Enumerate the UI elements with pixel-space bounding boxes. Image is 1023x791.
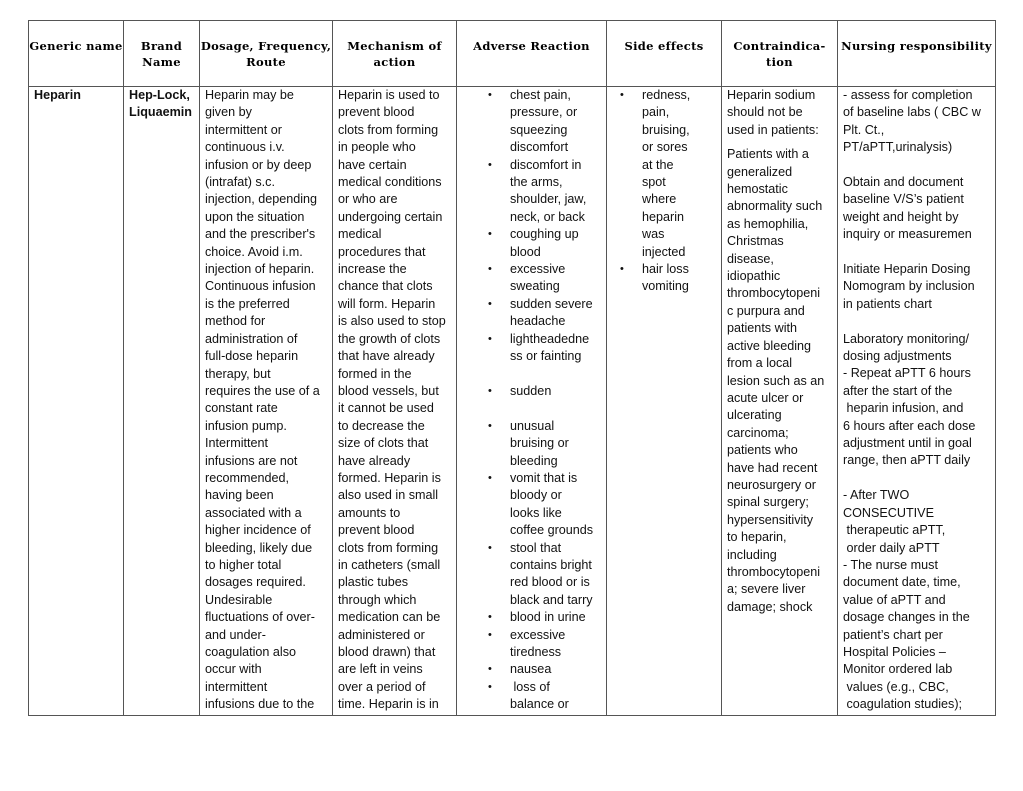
- adverse-reaction-item: [462, 609, 603, 626]
- drug-table: [28, 20, 996, 716]
- contraindication-line: to heparin,: [727, 530, 787, 545]
- dosage-line: having been: [205, 488, 274, 503]
- contraindication-line: patients who: [727, 443, 798, 458]
- mechanism-line: size of clots that: [338, 436, 429, 451]
- adverse-reaction-item-text: nausea: [510, 662, 552, 677]
- mechanism-line: plastic tubes: [338, 575, 409, 590]
- mechanism-line: clots from forming: [338, 122, 439, 137]
- mechanism-line: through which: [338, 592, 417, 607]
- mechanism-line: administered or: [338, 627, 425, 642]
- contraindication-line: hypersensitivity: [727, 512, 814, 527]
- side-effect-item-text: vomiting: [642, 279, 689, 294]
- mechanism-line: will form. Heparin: [338, 296, 436, 311]
- mechanism-line: prevent blood: [338, 523, 415, 538]
- adverse-reaction-item: [462, 331, 603, 366]
- bullet-icon: •: [488, 89, 492, 101]
- list-spacer: [462, 366, 603, 383]
- side-effect-item-text: where: [642, 192, 677, 207]
- mechanism-line: the growth of clots: [338, 331, 441, 346]
- side-effect-item-text: or sores: [642, 140, 688, 155]
- adverse-reaction-item: [462, 226, 603, 261]
- dosage-line: method for: [205, 314, 266, 329]
- contraindication-line: a; severe liver: [727, 582, 806, 597]
- nursing-line: order daily aPTT: [843, 540, 940, 555]
- dosage-line: Intermittent: [205, 436, 268, 451]
- nursing-line: Nomogram by inclusion: [843, 279, 975, 294]
- mechanism-line: medical: [338, 227, 382, 242]
- dosage-line: Undesirable: [205, 592, 273, 607]
- dosage-line: and the prescriber's: [205, 227, 316, 242]
- nursing-line: CONSECUTIVE: [843, 505, 934, 520]
- adverse-reaction-item: [462, 470, 603, 540]
- mechanism-line: medical conditions: [338, 175, 442, 190]
- dosage-line: infusions due to the: [205, 697, 315, 712]
- nursing-line: [843, 244, 992, 261]
- brand-name-line: Hep-Lock,: [129, 88, 190, 102]
- dosage-line: to higher total: [205, 557, 282, 572]
- adverse-reaction-item-text: neck, or back: [510, 209, 585, 224]
- mechanism-line: have certain: [338, 157, 407, 172]
- mechanism-line: prevent blood: [338, 105, 415, 120]
- contraindication-line: acute ulcer or: [727, 390, 804, 405]
- list-spacer: [462, 400, 603, 417]
- nursing-responsibility-cell: [838, 87, 996, 716]
- header-contraindication: Contraindica-tion: [722, 21, 838, 87]
- contraindication-line: spinal surgery;: [727, 495, 809, 510]
- adverse-reaction-item-text: headache: [510, 314, 566, 329]
- dosage-line: is the preferred: [205, 296, 290, 311]
- bullet-icon: •: [488, 297, 492, 310]
- adverse-reaction-item-text: excessive: [510, 262, 566, 277]
- dosage-line: (intrafat) s.c.: [205, 175, 275, 190]
- nursing-line: value of aPTT and: [843, 592, 946, 607]
- contraindication-line: used in patients:: [727, 122, 819, 137]
- side-effects-cell: [607, 87, 722, 716]
- contraindication-cell: [722, 87, 838, 716]
- nursing-line: of baseline labs ( CBC w: [843, 105, 981, 120]
- contraindication-line: neurosurgery or: [727, 477, 816, 492]
- side-effect-item: [612, 87, 718, 261]
- nursing-line: 6 hours after each dose: [843, 418, 976, 433]
- dosage-line: recommended,: [205, 470, 289, 485]
- heparin-row: [29, 87, 996, 716]
- contraindication-line: as hemophilia,: [727, 216, 809, 231]
- adverse-reaction-item-text: bleeding: [510, 453, 558, 468]
- mechanism-line: or who are: [338, 192, 398, 207]
- dosage-line: therapy, but: [205, 366, 271, 381]
- contraindication-line: ulcerating: [727, 408, 782, 423]
- adverse-reaction-item-text: chest pain,: [510, 88, 571, 102]
- dosage-line: and under-: [205, 627, 266, 642]
- nursing-line: - After TWO: [843, 488, 910, 503]
- header-brand-name: Brand Name: [124, 21, 200, 87]
- bullet-icon: •: [488, 263, 492, 276]
- adverse-reaction-item: [462, 383, 603, 400]
- bullet-icon: •: [488, 419, 492, 432]
- adverse-reaction-item-text: shoulder, jaw,: [510, 192, 587, 207]
- nursing-line: coagulation studies);: [843, 697, 963, 712]
- header-side-effects: Side effects: [607, 21, 722, 87]
- adverse-reaction-item-text: bloody or: [510, 488, 562, 503]
- header-dosage: Dosage, Frequency, Route: [200, 21, 333, 87]
- nursing-line: - assess for completion: [843, 88, 973, 102]
- bullet-icon: •: [620, 263, 624, 276]
- mechanism-line: in people who: [338, 140, 416, 155]
- side-effect-item-text: heparin: [642, 209, 685, 224]
- dosage-line: constant rate: [205, 401, 278, 416]
- mechanism-line: increase the: [338, 262, 407, 277]
- dosage-line: Continuous infusion: [205, 279, 316, 294]
- dosage-line: full-dose heparin: [205, 349, 299, 364]
- adverse-reaction-item-text: discomfort in: [510, 157, 582, 172]
- contraindication-line: including: [727, 547, 777, 562]
- adverse-reaction-item-text: contains bright: [510, 557, 592, 572]
- nursing-line: document date, time,: [843, 575, 961, 590]
- contraindication-line: damage; shock: [727, 599, 813, 614]
- contraindication-line: Patients with a: [727, 147, 809, 162]
- side-effect-item-text: was: [642, 227, 665, 242]
- adverse-reaction-item: [462, 157, 603, 227]
- adverse-reaction-item-text: tiredness: [510, 644, 562, 659]
- contraindication-line: Christmas: [727, 234, 784, 249]
- nursing-line: weight and height by: [843, 209, 959, 224]
- contraindication-line: abnormality such: [727, 199, 823, 214]
- brand-name-cell: [124, 87, 200, 716]
- adverse-reaction-item-text: red blood or is: [510, 575, 590, 590]
- mechanism-line: procedures that: [338, 244, 426, 259]
- bullet-icon: •: [488, 611, 492, 624]
- bullet-icon: •: [488, 332, 492, 345]
- dosage-line: continuous i.v.: [205, 140, 285, 155]
- nursing-line: - The nurse must: [843, 557, 938, 572]
- header-nursing-responsibility: Nursing responsibility: [838, 21, 996, 87]
- nursing-line: Hospital Policies –: [843, 644, 946, 659]
- adverse-reaction-item: [462, 261, 603, 296]
- side-effects-list: [612, 87, 718, 296]
- mechanism-line: over a period of: [338, 679, 426, 694]
- nursing-line: Monitor ordered lab: [843, 662, 953, 677]
- side-effect-item-text: hair loss: [642, 262, 689, 277]
- contraindication-line: idiopathic: [727, 269, 781, 284]
- mechanism-line: Heparin is used to: [338, 88, 440, 102]
- bullet-icon: •: [488, 680, 492, 693]
- side-effect-item-text: redness,: [642, 88, 691, 102]
- nursing-line: PT/aPTT,urinalysis): [843, 140, 953, 155]
- dosage-line: dosages required.: [205, 575, 306, 590]
- adverse-reaction-item: [462, 540, 603, 610]
- contraindication-line: active bleeding: [727, 338, 812, 353]
- nursing-line: Laboratory monitoring/: [843, 331, 970, 346]
- contraindication-line: thrombocytopeni: [727, 286, 821, 301]
- adverse-reaction-item-text: sudden: [510, 383, 552, 398]
- adverse-reaction-item-text: blood in urine: [510, 610, 586, 625]
- adverse-reaction-item-text: lightheadedne: [510, 331, 590, 346]
- bullet-icon: •: [488, 663, 492, 676]
- adverse-reaction-item: [462, 418, 603, 470]
- side-effect-item: [612, 261, 718, 296]
- dosage-line: intermittent or: [205, 122, 282, 137]
- nursing-line: Obtain and document: [843, 175, 964, 190]
- nursing-line: in patients chart: [843, 296, 932, 311]
- contraindication-line: have had recent: [727, 460, 818, 475]
- dosage-line: occur with: [205, 662, 262, 677]
- bullet-icon: •: [620, 89, 624, 101]
- adverse-reaction-item-text: sudden severe: [510, 296, 593, 311]
- contraindication-line: hemostatic: [727, 182, 788, 197]
- brand-name-line: Liquaemin: [129, 105, 192, 120]
- nursing-line: heparin infusion, and: [843, 401, 964, 416]
- nursing-line: therapeutic aPTT,: [843, 523, 946, 538]
- nursing-line: dosing adjustments: [843, 349, 952, 364]
- nursing-line: Plt. Ct.,: [843, 122, 885, 137]
- adverse-reaction-item-text: balance or: [510, 697, 569, 712]
- adverse-reaction-item-text: squeezing: [510, 122, 568, 137]
- dosage-line: fluctuations of over-: [205, 610, 315, 625]
- adverse-reaction-item-text: the arms,: [510, 175, 563, 190]
- bullet-icon: •: [488, 228, 492, 241]
- nursing-line: patient’s chart per: [843, 627, 943, 642]
- contraindication-line: from a local: [727, 356, 793, 371]
- mechanism-line: also used in small: [338, 488, 439, 503]
- dosage-line: associated with a: [205, 505, 302, 520]
- nursing-line: [843, 313, 992, 330]
- mechanism-line: in catheters (small: [338, 557, 441, 572]
- dosage-line: higher incidence of: [205, 523, 311, 538]
- mechanism-line: have already: [338, 453, 411, 468]
- dosage-line: coagulation also: [205, 645, 297, 659]
- contraindication-line: thrombocytopeni: [727, 564, 821, 579]
- dosage-line: intermittent: [205, 679, 268, 694]
- mechanism-line: are left in veins: [338, 662, 423, 677]
- nursing-line: baseline V/S’s patient: [843, 192, 964, 207]
- adverse-reaction-item: [462, 627, 603, 662]
- mechanism-line: it cannot be used: [338, 401, 434, 416]
- dosage-lines: [205, 87, 329, 714]
- bullet-icon: •: [488, 628, 492, 641]
- adverse-reaction-item: [462, 87, 603, 157]
- mechanism-line: to decrease the: [338, 418, 425, 433]
- contraindication-line: generalized: [727, 164, 793, 179]
- side-effect-item-text: bruising,: [642, 122, 690, 137]
- contraindication-line: carcinoma;: [727, 425, 789, 440]
- contraindication-line: Heparin sodium: [727, 88, 816, 102]
- brand-name-lines: [129, 87, 196, 122]
- adverse-reaction-item-text: ss or fainting: [510, 349, 582, 364]
- adverse-reaction-item-text: loss of: [510, 679, 550, 694]
- adverse-reaction-item-text: coughing up: [510, 227, 579, 242]
- nursing-line: values (e.g., CBC,: [843, 679, 949, 694]
- nursing-line: adjustment until in goal: [843, 436, 972, 451]
- header-generic-name: Generic name: [29, 21, 124, 87]
- contraindication-intro: [727, 87, 834, 139]
- dosage-line: Heparin may be: [205, 88, 294, 102]
- contraindication-line: disease,: [727, 251, 774, 266]
- adverse-reaction-item-text: unusual: [510, 418, 555, 433]
- bullet-icon: •: [488, 541, 492, 554]
- adverse-reaction-item: [462, 679, 603, 714]
- mechanism-line: clots from forming: [338, 540, 439, 555]
- contraindication-line: patients with: [727, 321, 798, 336]
- nursing-line: range, then aPTT daily: [843, 453, 971, 468]
- dosage-line: bleeding, likely due: [205, 540, 313, 555]
- mechanism-cell: [333, 87, 457, 716]
- side-effect-item-text: spot: [642, 175, 666, 190]
- dosage-line: infusions are not: [205, 453, 298, 468]
- contraindication-line: lesion such as an: [727, 373, 825, 388]
- nursing-line: Initiate Heparin Dosing: [843, 262, 971, 277]
- mechanism-line: undergoing certain: [338, 209, 443, 224]
- adverse-reaction-item: [462, 296, 603, 331]
- adverse-reaction-list: [462, 87, 603, 714]
- dosage-line: injection, depending: [205, 192, 318, 207]
- adverse-reaction-item-text: bruising or: [510, 436, 569, 451]
- nursing-line: inquiry or measuremen: [843, 227, 972, 242]
- dosage-line: choice. Avoid i.m.: [205, 244, 303, 259]
- nursing-line: dosage changes in the: [843, 610, 970, 625]
- mechanism-line: is also used to stop: [338, 314, 446, 329]
- adverse-reaction-item-text: excessive: [510, 627, 566, 642]
- mechanism-lines: [338, 87, 453, 714]
- nursing-line: after the start of the: [843, 383, 953, 398]
- adverse-reaction-item-text: pressure, or: [510, 105, 578, 120]
- dosage-line: requires the use of a: [205, 383, 320, 398]
- header-adverse-reaction: Adverse Reaction: [457, 21, 607, 87]
- adverse-reaction-item-text: stool that: [510, 540, 562, 555]
- mechanism-line: amounts to: [338, 505, 401, 520]
- side-effect-item-text: pain,: [642, 105, 670, 120]
- contraindication-lines: [727, 146, 834, 616]
- nursing-line: [843, 470, 992, 487]
- mechanism-line: chance that clots: [338, 279, 433, 294]
- mechanism-line: medication can be: [338, 610, 441, 625]
- dosage-cell: [200, 87, 333, 716]
- mechanism-line: blood vessels, but: [338, 383, 439, 398]
- nursing-responsibility-lines: [843, 87, 992, 714]
- mechanism-line: blood drawn) that: [338, 645, 436, 659]
- header-row: [29, 21, 996, 87]
- adverse-reaction-cell: [457, 87, 607, 716]
- adverse-reaction-item-text: blood: [510, 244, 541, 259]
- contraindication-line: c purpura and: [727, 303, 805, 318]
- mechanism-line: time. Heparin is in: [338, 697, 439, 712]
- adverse-reaction-item-text: black and tarry: [510, 592, 593, 607]
- side-effect-item-text: at the: [642, 157, 674, 172]
- adverse-reaction-item-text: vomit that is: [510, 470, 578, 485]
- generic-name: Heparin: [34, 88, 81, 102]
- adverse-reaction-item-text: looks like: [510, 505, 562, 520]
- nursing-line: [843, 157, 992, 174]
- contraindication-line: should not be: [727, 105, 803, 120]
- mechanism-line: formed in the: [338, 366, 412, 381]
- dosage-line: administration of: [205, 331, 298, 346]
- side-effect-item-text: injected: [642, 244, 686, 259]
- bullet-icon: •: [488, 471, 492, 484]
- dosage-line: infusion or by deep: [205, 157, 312, 172]
- mechanism-line: formed. Heparin is: [338, 470, 441, 485]
- dosage-line: injection of heparin.: [205, 262, 315, 277]
- adverse-reaction-item-text: coffee grounds: [510, 523, 594, 538]
- bullet-icon: •: [488, 384, 492, 397]
- adverse-reaction-item: [462, 661, 603, 678]
- adverse-reaction-item-text: discomfort: [510, 140, 569, 155]
- dosage-line: upon the situation: [205, 209, 305, 224]
- adverse-reaction-item-text: sweating: [510, 279, 560, 294]
- header-mechanism: Mechanism of action: [333, 21, 457, 87]
- generic-name-cell: [29, 87, 124, 716]
- mechanism-line: that have already: [338, 349, 435, 364]
- nursing-line: - Repeat aPTT 6 hours: [843, 366, 971, 381]
- dosage-line: given by: [205, 105, 252, 120]
- bullet-icon: •: [488, 158, 492, 171]
- dosage-line: infusion pump.: [205, 418, 287, 433]
